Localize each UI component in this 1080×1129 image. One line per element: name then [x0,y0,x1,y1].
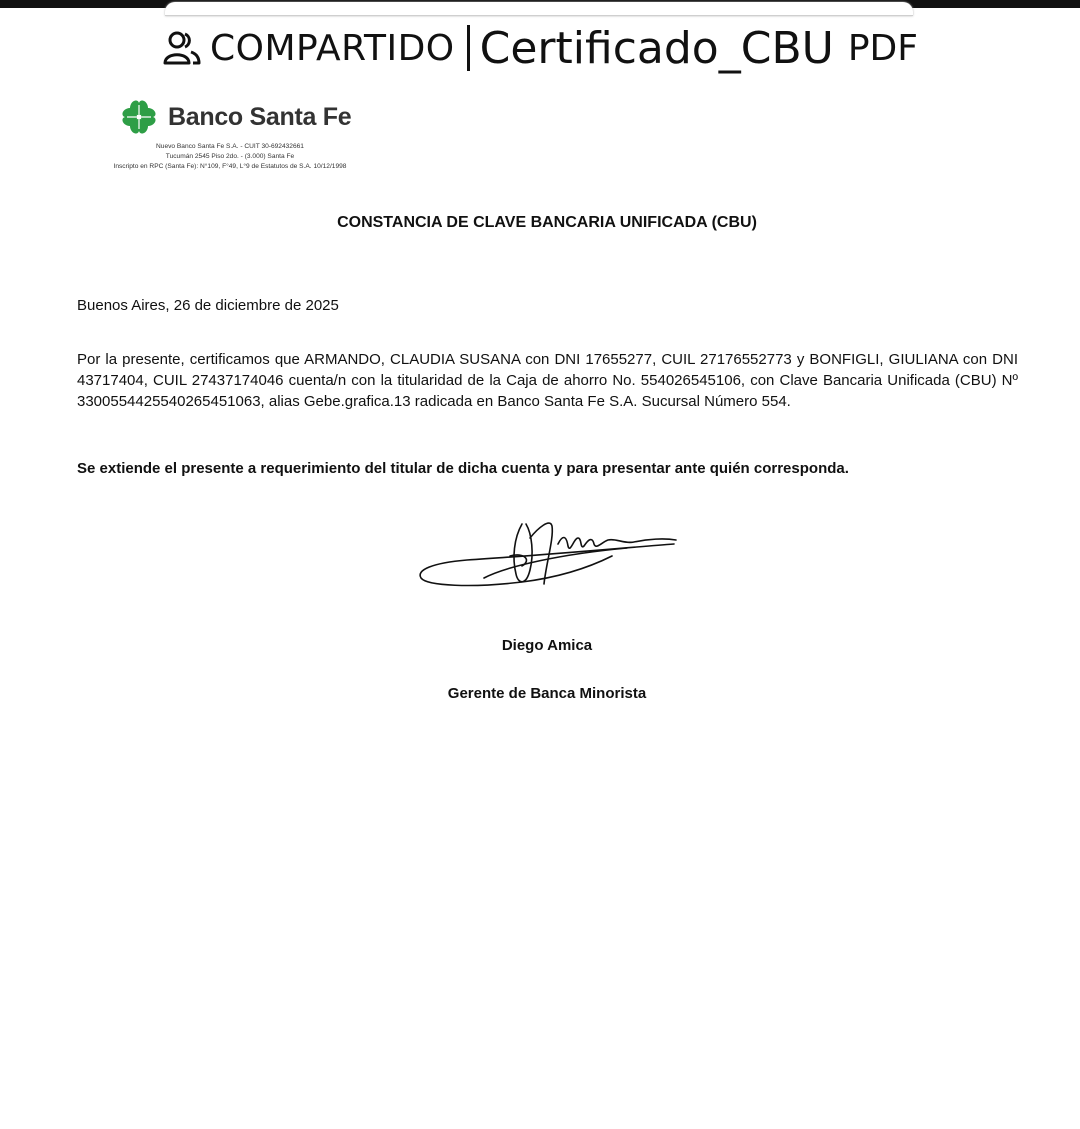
signer-name: Diego Amica [501,637,593,654]
bank-letterhead [100,96,380,172]
bank-legal-info [100,142,360,172]
shared-label: COMPARTIDO [210,27,455,69]
signer-role: Gerente de Banca Minorista [447,685,647,702]
people-icon [162,28,202,68]
top-tab-handle[interactable] [165,2,913,16]
document-header [0,20,1080,76]
bank-legal-line: Tucumán 2545 Piso 2do. - (3.000) Santa Fe [165,153,295,160]
certificate-body: Por la presente, certificamos que ARMANDO, CLAUDIA SUSANA con DNI 17655277, CUIL 27176552773 y BONFIGLI, GIULIANA con DNI 43717404, CUIL 27437174046 cuenta/n con la titularidad de la Caja de ahorro No. 554026545106, con Clave Bancaria Unificada (CBU) Nº 3300554425540265451063, alias Gebe.grafica.13 radicada en Banco Santa Fe S.A. Sucursal Número 554. [77,351,1018,410]
bank-legal-line: Nuevo Banco Santa Fe S.A. - CUIT 30-692432661 [156,143,304,150]
header-divider [467,25,470,71]
file-extension: PDF [847,27,918,69]
closing-statement: Se extiende el presente a requerimiento del titular de dicha cuenta y para presentar ante quién corresponda. [77,460,849,477]
bank-legal-line: Inscripto en RPC (Santa Fe): N°109, F°49, L°9 de Estatutos de S.A. 10/12/1998 [113,163,347,170]
document-title: CONSTANCIA DE CLAVE BANCARIA UNIFICADA (CBU) [337,214,757,231]
date-line: Buenos Aires, 26 de diciembre de 2025 [77,297,339,314]
bank-name: Banco Santa Fe [168,102,352,131]
clover-logo-icon [118,96,160,138]
handwritten-signature [412,508,682,598]
file-name: Certificado_CBU [479,22,834,74]
